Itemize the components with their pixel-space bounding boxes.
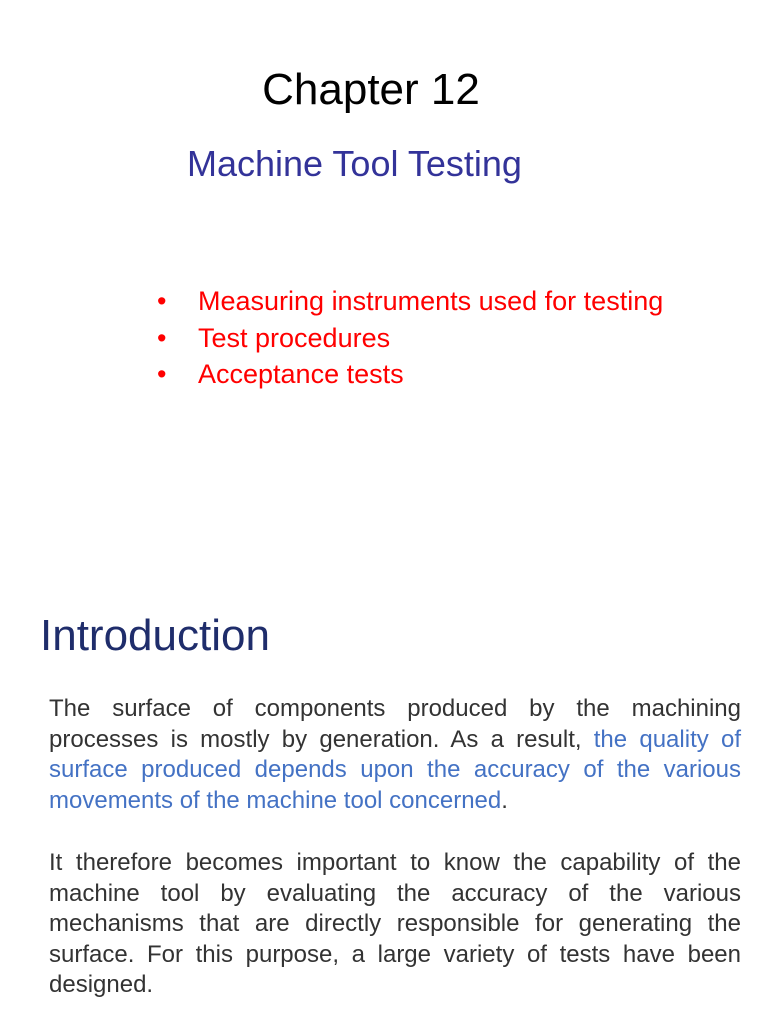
chapter-title: Chapter 12	[262, 65, 480, 114]
paragraph-tail: .	[501, 786, 508, 814]
topic-label: Test procedures	[198, 322, 391, 353]
introduction-slide	[0, 560, 768, 1024]
highlighted-text: the quality of surface produced depends upon the accuracy of the various movements of the machine tool concerned	[49, 725, 741, 814]
bullet-icon: •	[157, 359, 167, 389]
section-heading: Introduction	[40, 611, 270, 660]
intro-paragraph-2: It therefore becomes important to know the capability of the machine tool by evaluating the accuracy of the various mechanisms that are directly responsible for generating the surface. For this purpose, a large variety of tests have been designed.	[49, 849, 741, 998]
bullet-icon: •	[157, 286, 167, 316]
topic-item	[157, 356, 663, 393]
topic-list	[157, 283, 663, 393]
chapter-subtitle: Machine Tool Testing	[187, 143, 522, 184]
topic-item	[157, 283, 663, 320]
topic-label: Acceptance tests	[198, 359, 404, 389]
topic-item	[157, 320, 663, 357]
bullet-icon: •	[157, 322, 167, 353]
topic-label: Measuring instruments used for testing	[198, 286, 664, 316]
intro-paragraph-1	[49, 694, 741, 816]
paragraph-lead: The surface of components produced by the machining processes is mostly by generation. As a result,	[49, 695, 741, 753]
